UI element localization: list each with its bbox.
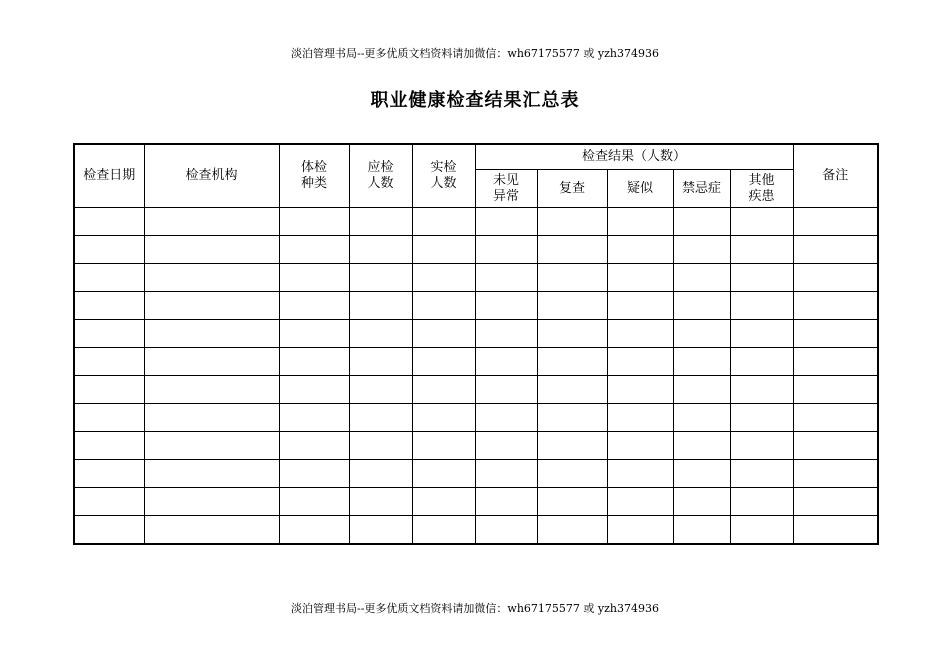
table-cell[interactable] (144, 292, 279, 320)
table-cell[interactable] (349, 376, 412, 404)
table-cell[interactable] (412, 236, 475, 264)
table-cell[interactable] (537, 208, 607, 236)
table-cell[interactable] (279, 432, 349, 460)
header-banner: 淡泊管理书局--更多优质文档资料请加微信：wh67175577 或 yzh374936 (291, 47, 659, 60)
table-cell[interactable] (607, 208, 673, 236)
table-cell[interactable] (412, 208, 475, 236)
table-row (74, 488, 878, 516)
table-cell[interactable] (144, 460, 279, 488)
table-cell[interactable] (279, 488, 349, 516)
col-header-result-group: 检查结果（人数） (475, 144, 793, 170)
table-cell[interactable] (144, 488, 279, 516)
col-header-other: 其他 疾患 (730, 170, 793, 208)
col-header-remark: 备注 (793, 144, 878, 208)
table-cell[interactable] (607, 432, 673, 460)
table-cell[interactable] (537, 488, 607, 516)
table-cell[interactable] (537, 320, 607, 348)
table-row (74, 404, 878, 432)
table-cell[interactable] (730, 376, 793, 404)
table-cell[interactable] (279, 516, 349, 545)
col-header-contra: 禁忌症 (673, 170, 730, 208)
table-cell[interactable] (793, 208, 878, 236)
col-header-normal: 未见 异常 (475, 170, 537, 208)
table-cell[interactable] (793, 348, 878, 376)
table-cell[interactable] (730, 516, 793, 545)
table-cell[interactable] (607, 404, 673, 432)
table-cell[interactable] (673, 236, 730, 264)
table-cell[interactable] (793, 516, 878, 545)
table-row (74, 264, 878, 292)
table-cell[interactable] (730, 264, 793, 292)
col-header-recheck: 复查 (537, 170, 607, 208)
table-cell[interactable] (673, 264, 730, 292)
table-cell[interactable] (349, 404, 412, 432)
table-cell[interactable] (607, 320, 673, 348)
table-cell[interactable] (793, 404, 878, 432)
table-cell[interactable] (537, 404, 607, 432)
table-cell[interactable] (279, 264, 349, 292)
table-cell[interactable] (349, 516, 412, 545)
table-cell[interactable] (607, 264, 673, 292)
table-cell[interactable] (475, 292, 537, 320)
table-cell[interactable] (730, 460, 793, 488)
table-cell[interactable] (412, 320, 475, 348)
table-cell[interactable] (537, 376, 607, 404)
table-cell[interactable] (607, 292, 673, 320)
table-cell[interactable] (412, 488, 475, 516)
table-cell[interactable] (412, 264, 475, 292)
table-cell[interactable] (673, 292, 730, 320)
table-cell[interactable] (537, 432, 607, 460)
table-cell[interactable] (537, 460, 607, 488)
table-cell[interactable] (793, 488, 878, 516)
table-cell[interactable] (730, 404, 793, 432)
table-cell[interactable] (537, 264, 607, 292)
table-cell[interactable] (144, 404, 279, 432)
table-cell[interactable] (607, 516, 673, 545)
table-cell[interactable] (74, 460, 144, 488)
table-cell[interactable] (475, 432, 537, 460)
table-cell[interactable] (673, 348, 730, 376)
table-cell[interactable] (607, 376, 673, 404)
table-cell[interactable] (793, 376, 878, 404)
table-cell[interactable] (673, 404, 730, 432)
table-row (74, 320, 878, 348)
table-cell[interactable] (412, 376, 475, 404)
table-cell[interactable] (349, 292, 412, 320)
table-cell[interactable] (475, 404, 537, 432)
table-cell[interactable] (537, 236, 607, 264)
table-cell[interactable] (673, 432, 730, 460)
table-cell[interactable] (412, 348, 475, 376)
table-cell[interactable] (412, 432, 475, 460)
table-row (74, 348, 878, 376)
table-cell[interactable] (793, 320, 878, 348)
table-cell[interactable] (793, 292, 878, 320)
table-cell[interactable] (144, 432, 279, 460)
table-cell[interactable] (144, 516, 279, 545)
table-cell[interactable] (349, 264, 412, 292)
table-row (74, 460, 878, 488)
table-cell[interactable] (537, 348, 607, 376)
col-header-expected: 应检 人数 (349, 144, 412, 208)
table-cell[interactable] (144, 208, 279, 236)
table-row (74, 208, 878, 236)
col-header-actual: 实检 人数 (412, 144, 475, 208)
table-cell[interactable] (537, 516, 607, 545)
table-cell[interactable] (279, 208, 349, 236)
table-cell[interactable] (673, 320, 730, 348)
summary-table (73, 143, 879, 545)
table-cell[interactable] (279, 292, 349, 320)
table-cell[interactable] (74, 376, 144, 404)
table-cell[interactable] (475, 320, 537, 348)
table-cell[interactable] (74, 348, 144, 376)
table-cell[interactable] (412, 404, 475, 432)
table-cell[interactable] (74, 432, 144, 460)
col-header-org: 检查机构 (144, 144, 279, 208)
table-cell[interactable] (730, 432, 793, 460)
table-cell[interactable] (730, 488, 793, 516)
table-cell[interactable] (607, 488, 673, 516)
table-row (74, 516, 878, 545)
table-cell[interactable] (349, 236, 412, 264)
table-cell[interactable] (279, 320, 349, 348)
table-cell[interactable] (144, 264, 279, 292)
table-row (74, 376, 878, 404)
table-cell[interactable] (475, 348, 537, 376)
table-cell[interactable] (475, 460, 537, 488)
col-header-suspect: 疑似 (607, 170, 673, 208)
table-cell[interactable] (607, 236, 673, 264)
table-cell[interactable] (475, 264, 537, 292)
table-cell[interactable] (349, 460, 412, 488)
table-cell[interactable] (349, 432, 412, 460)
table-cell[interactable] (349, 348, 412, 376)
table-cell[interactable] (74, 236, 144, 264)
table-cell[interactable] (793, 264, 878, 292)
table-cell[interactable] (144, 236, 279, 264)
table-cell[interactable] (673, 376, 730, 404)
table-cell[interactable] (673, 208, 730, 236)
table-cell[interactable] (607, 348, 673, 376)
table-cell[interactable] (475, 516, 537, 545)
table-cell[interactable] (279, 236, 349, 264)
table-row (74, 432, 878, 460)
table-cell[interactable] (537, 292, 607, 320)
table-cell[interactable] (144, 376, 279, 404)
table-cell[interactable] (475, 208, 537, 236)
table-cell[interactable] (74, 208, 144, 236)
table-cell[interactable] (475, 236, 537, 264)
table-row (74, 292, 878, 320)
table-cell[interactable] (279, 404, 349, 432)
table-cell[interactable] (412, 292, 475, 320)
table-body (74, 208, 878, 545)
table-cell[interactable] (673, 488, 730, 516)
table-cell[interactable] (412, 516, 475, 545)
table-cell[interactable] (279, 460, 349, 488)
table-cell[interactable] (730, 236, 793, 264)
table-row (74, 236, 878, 264)
page-title: 职业健康检查结果汇总表 (370, 90, 580, 111)
table-cell[interactable] (475, 376, 537, 404)
col-header-date: 检查日期 (74, 144, 144, 208)
table-cell[interactable] (475, 488, 537, 516)
table-cell[interactable] (730, 348, 793, 376)
table-cell[interactable] (730, 320, 793, 348)
table-cell[interactable] (74, 264, 144, 292)
table-cell[interactable] (730, 292, 793, 320)
table-cell[interactable] (730, 208, 793, 236)
table-cell[interactable] (279, 376, 349, 404)
table-cell[interactable] (793, 460, 878, 488)
table-cell[interactable] (793, 432, 878, 460)
table-cell[interactable] (673, 460, 730, 488)
table-cell[interactable] (74, 292, 144, 320)
footer-banner: 淡泊管理书局--更多优质文档资料请加微信：wh67175577 或 yzh374936 (291, 602, 659, 615)
table-cell[interactable] (144, 348, 279, 376)
table-cell[interactable] (74, 404, 144, 432)
table-cell[interactable] (607, 460, 673, 488)
table-cell[interactable] (279, 348, 349, 376)
table-cell[interactable] (74, 516, 144, 545)
table-cell[interactable] (412, 460, 475, 488)
table-cell[interactable] (349, 208, 412, 236)
table-cell[interactable] (349, 320, 412, 348)
table-cell[interactable] (144, 320, 279, 348)
table-cell[interactable] (673, 516, 730, 545)
table-cell[interactable] (74, 488, 144, 516)
col-header-type: 体检 种类 (279, 144, 349, 208)
table-cell[interactable] (74, 320, 144, 348)
table-cell[interactable] (349, 488, 412, 516)
table-cell[interactable] (793, 236, 878, 264)
